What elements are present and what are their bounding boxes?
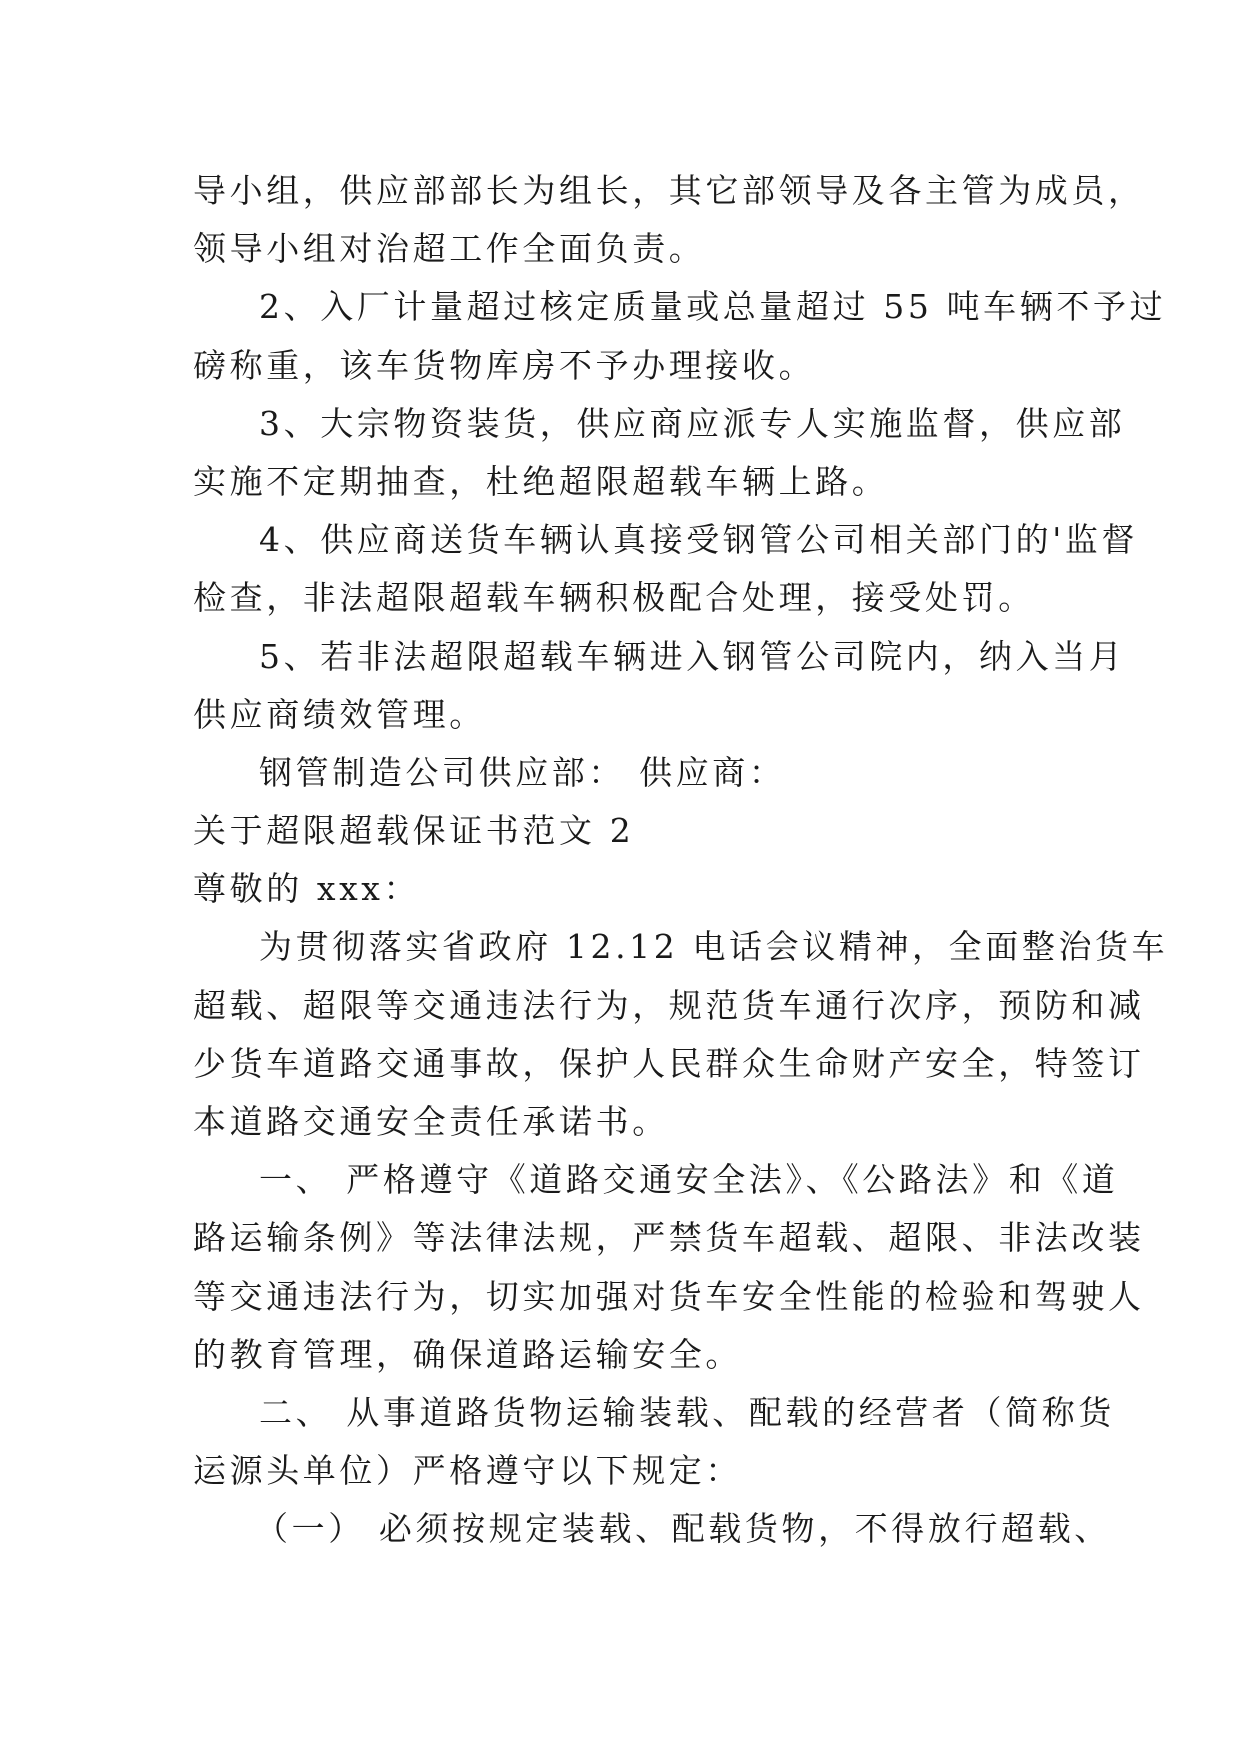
text-line: 少货车道路交通事故，保护人民群众生命财产安全，特签订 [193,1043,1145,1083]
text-line: 磅称重，该车货物库房不予办理接收。 [193,345,816,385]
text-line: 实施不定期抽查，杜绝超限超载车辆上路。 [193,461,889,501]
text-line: 路运输条例》等法律法规，严禁货车超载、超限、非法改装 [193,1218,1145,1258]
text-line: 3、大宗物资装货，供应商应派专人实施监督，供应部 [259,403,1126,443]
text-line: 导小组，供应部部长为组长，其它部领导及各主管为成员， [193,171,1145,210]
text-line: 4、供应商送货车辆认真接受钢管公司相关部门的'监督 [259,520,1139,560]
text-line: 的教育管理，确保道路运输安全。 [193,1334,742,1374]
text-line: 本道路交通安全责任承诺书。 [193,1102,669,1141]
document-body [193,162,1169,1559]
text-line: 领导小组对治超工作全面负责。 [193,229,706,269]
text-line: 为贯彻落实省政府 12.12 电话会议精神，全面整治货车 [259,927,1169,967]
text-line: 一、 严格遵守《道路交通安全法》、《公路法》和《道 [259,1160,1119,1200]
text-line: 2、入厂计量超过核定质量或总量超过 55 吨车辆不予过 [259,287,1167,327]
signature-line: 钢管制造公司供应部： 供应商： [259,752,786,792]
section-title: 关于超限超载保证书范文 2 [193,811,635,851]
text-line: 二、 从事道路货物运输装载、配载的经营者（简称货 [259,1392,1115,1432]
text-line: 运源头单位）严格遵守以下规定： [193,1451,742,1491]
text-line: 等交通违法行为，切实加强对货车安全性能的检验和驾驶人 [193,1276,1145,1316]
text-line: （一） 必须按规定装载、配载货物，不得放行超载、 [255,1509,1111,1549]
text-line: 5、若非法超限超载车辆进入钢管公司院内，纳入当月 [259,636,1126,676]
text-line: 检查，非法超限超载车辆积极配合处理，接受处罚。 [193,578,1035,618]
text-line: 超载、超限等交通违法行为，规范货车通行次序，预防和减 [193,985,1145,1025]
salutation: 尊敬的 xxx： [193,869,421,909]
text-line: 供应商绩效管理。 [193,694,486,734]
